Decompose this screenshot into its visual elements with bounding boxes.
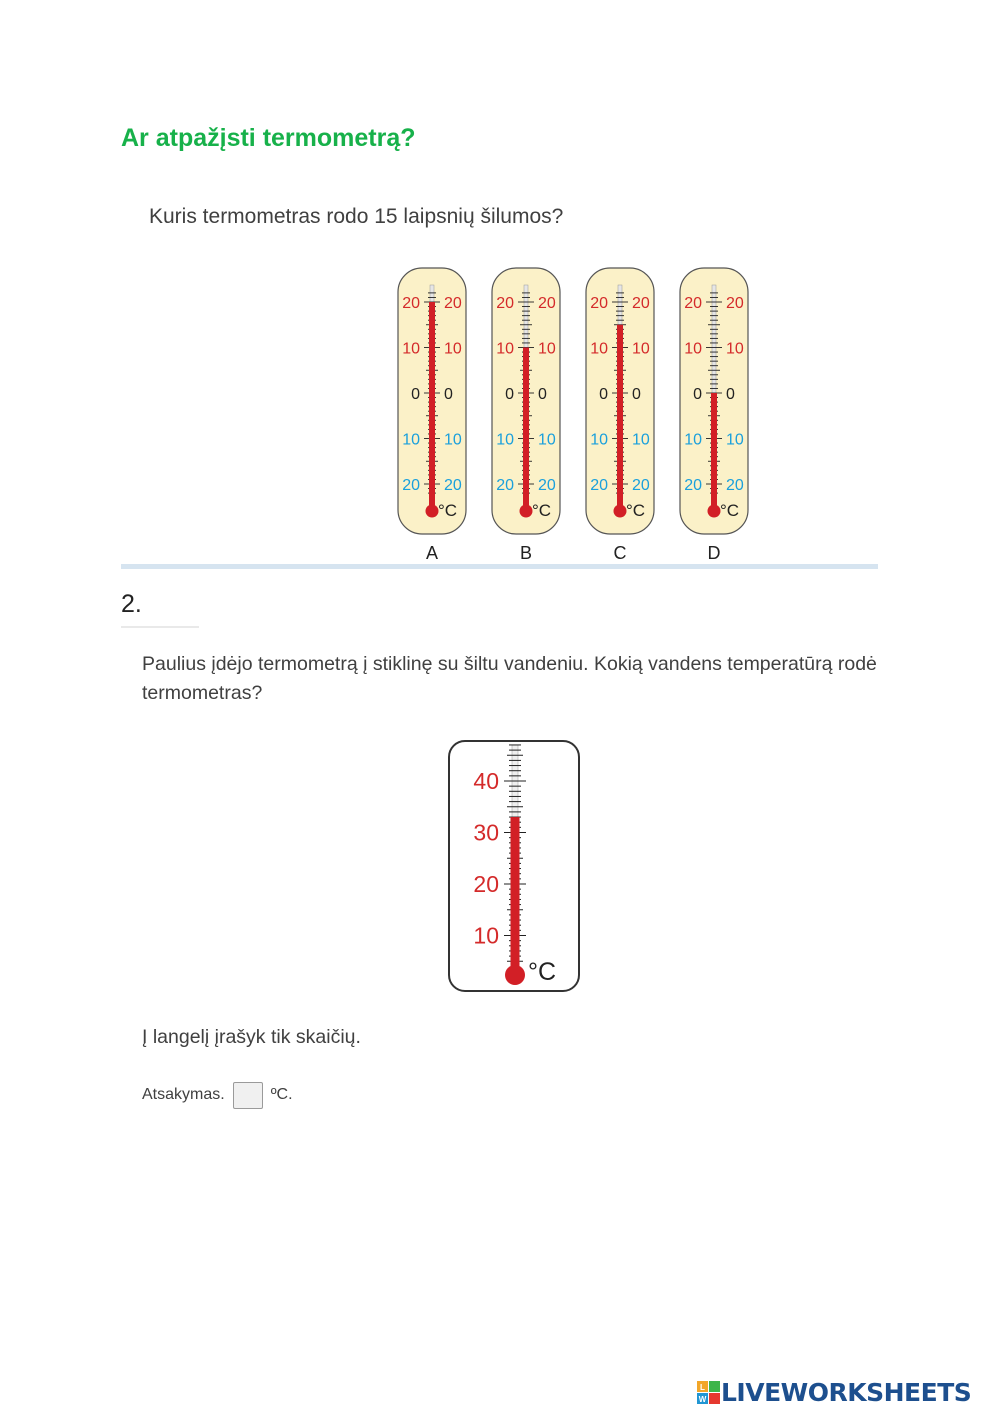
instruction-text: Į langelį įrašyk tik skaičių. xyxy=(142,1026,361,1048)
scale-label: 20 xyxy=(473,871,499,897)
unit-label: °C xyxy=(720,501,740,520)
water-thermometer xyxy=(445,737,585,997)
scale-label: 20 xyxy=(402,295,420,312)
scale-label: 0 xyxy=(632,386,641,403)
unit-label: °C xyxy=(626,501,646,520)
scale-label: 10 xyxy=(444,431,462,449)
scale-label: 20 xyxy=(496,477,514,494)
scale-label: 10 xyxy=(590,431,608,449)
scale-label: 40 xyxy=(473,768,499,794)
scale-label: 20 xyxy=(632,295,650,312)
question-2-text: Paulius įdėjo termometrą į stiklinę su šiltu vandeniu. Kokią vandens temperatūrą rodė termometras? xyxy=(142,653,877,704)
scale-label: 10 xyxy=(684,340,702,358)
unit-label: °C xyxy=(438,501,458,520)
liveworksheets-logo xyxy=(697,1378,971,1407)
scale-label: 0 xyxy=(538,386,547,403)
answer-input[interactable] xyxy=(233,1082,263,1109)
question-number: 2. xyxy=(121,590,142,618)
thermometer-bulb xyxy=(520,505,533,518)
scale-label: 20 xyxy=(538,477,556,494)
answer-row xyxy=(142,1080,293,1110)
scale-label: 10 xyxy=(632,340,650,358)
scale-label: 20 xyxy=(496,295,514,312)
thermometer-c xyxy=(586,268,654,563)
scale-label: 10 xyxy=(402,340,420,358)
page-title: Ar atpažįsti termometrą? xyxy=(121,124,416,152)
thermometer-label: B xyxy=(519,543,533,563)
thermometer-bulb xyxy=(708,505,721,518)
svg-text:L: L xyxy=(700,1382,705,1392)
scale-label: 10 xyxy=(726,431,744,449)
answer-unit: ºC. xyxy=(270,1086,293,1103)
scale-label: 10 xyxy=(496,340,514,358)
thermometer-b xyxy=(492,268,560,563)
mercury-column xyxy=(711,393,717,511)
scale-label: 10 xyxy=(402,431,420,449)
scale-label: 20 xyxy=(590,477,608,494)
scale-label: 10 xyxy=(538,340,556,358)
scale-label: 10 xyxy=(590,340,608,358)
question-1-text: Kuris termometras rodo 15 laipsnių šilumos? xyxy=(149,205,564,228)
scale-label: 20 xyxy=(726,295,744,312)
answer-label: Atsakymas. xyxy=(142,1086,225,1103)
scale-label: 10 xyxy=(538,431,556,449)
scale-label: 20 xyxy=(632,477,650,494)
scale-label: 20 xyxy=(444,295,462,312)
liveworksheets-logo-icon xyxy=(697,1381,721,1405)
section-divider xyxy=(121,564,878,569)
scale-label: 10 xyxy=(684,431,702,449)
thermometer-label: A xyxy=(425,543,439,563)
scale-label: 0 xyxy=(505,386,514,403)
thermometer-bulb xyxy=(614,505,627,518)
thermometer-bulb xyxy=(505,965,525,985)
scale-label: 10 xyxy=(496,431,514,449)
mercury-column xyxy=(511,817,520,975)
scale-label: 0 xyxy=(444,386,453,403)
thermometers-figure xyxy=(380,262,780,567)
mercury-column xyxy=(429,302,435,511)
question-number-underline xyxy=(121,626,199,628)
scale-label: 0 xyxy=(693,386,702,403)
scale-label: 10 xyxy=(473,922,499,949)
scale-label: 0 xyxy=(726,386,735,403)
scale-label: 10 xyxy=(726,340,744,358)
scale-label: 20 xyxy=(402,477,420,494)
liveworksheets-brand: LIVEWORKSHEETS xyxy=(721,1378,972,1407)
mercury-column xyxy=(523,348,529,512)
scale-label: 20 xyxy=(684,477,702,494)
scale-label: 30 xyxy=(473,819,499,846)
scale-label: 10 xyxy=(444,340,462,358)
scale-label: 20 xyxy=(538,295,556,312)
scale-label: 20 xyxy=(444,477,462,494)
unit-label: °C xyxy=(528,958,557,986)
thermometer-label: D xyxy=(707,543,721,563)
scale-label: 20 xyxy=(726,477,744,494)
svg-text:W: W xyxy=(698,1394,707,1404)
thermometer-d xyxy=(680,268,748,563)
scale-label: 10 xyxy=(632,431,650,449)
thermometer-label: C xyxy=(613,543,627,563)
scale-label: 0 xyxy=(599,386,608,403)
thermometer-a xyxy=(398,268,466,563)
mercury-column xyxy=(617,325,623,511)
unit-label: °C xyxy=(532,501,552,520)
scale-label: 0 xyxy=(411,386,420,403)
thermometer-bulb xyxy=(426,505,439,518)
scale-label: 20 xyxy=(684,295,702,312)
scale-label: 20 xyxy=(590,295,608,312)
